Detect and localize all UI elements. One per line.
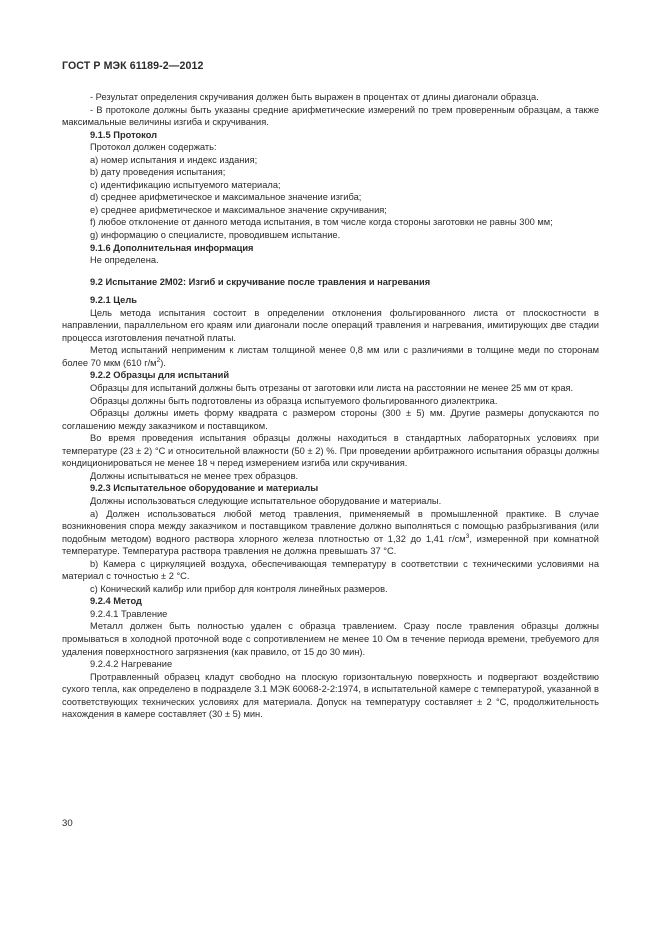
subsection-heading-9-2-4-1: 9.2.4.1 Травление (90, 608, 168, 619)
list-item-d: d) среднее арифметическое и максимальное значение изгиба; (90, 192, 362, 203)
paragraph-twist-result: - Результат определения скручивания должен быть выражен в процентах от длины диагонали образца. (90, 92, 539, 102)
document-header: ГОСТ Р МЭК 61189-2—2012 (62, 60, 204, 72)
equipment-item-a-end: , измеренной при комнатной температуре. Температура раствора травления не должна превышать 37 °C. (62, 533, 599, 557)
paragraph-not-defined: Не определена. (90, 255, 159, 266)
paragraph-etching: Металл должен быть полностью удален с образца травлением. Сразу после травления образцы должны промываться в холодной проточной воде с сопротивлением не менее 10 Ом в течение периода времени, требуемого для удаления поверхностного загрязнения (как правило, от 15 до 30 мин). (62, 621, 599, 657)
equipment-item-c: c) Конический калибр или прибор для контроля линейных размеров. (90, 583, 388, 594)
paragraph-report-contents: Протокол должен содержать: (90, 142, 217, 153)
paragraph-equipment-intro: Должны использоваться следующие испытательное оборудование и материалы. (90, 495, 442, 506)
section-heading-9-1-5: 9.1.5 Протокол (90, 129, 158, 140)
section-heading-9-2-1: 9.2.1 Цель (90, 295, 137, 306)
paragraph-method-limits (62, 344, 599, 369)
section-heading-9-1-6: 9.1.6 Дополнительная информация (90, 242, 254, 253)
section-heading-9-2: 9.2 Испытание 2M02: Изгиб и скручивание после травления и нагревания (90, 276, 431, 287)
paragraph-specimens-cut: Образцы для испытаний должны быть отрезаны от заготовки или листа на расстоянии не менее 25 мм от края. (90, 383, 574, 394)
method-limits-text: Метод испытаний неприменим к листам толщиной менее 0,8 мм или с различиями в толщине меди по сторонам более 70 мкм (610 г/м (62, 345, 599, 368)
list-item-g: g) информацию о специалисте, проводившем испытание. (90, 230, 341, 241)
section-heading-9-2-2: 9.2.2 Образцы для испытаний (90, 370, 230, 381)
subsection-heading-9-2-4-2: 9.2.4.2 Нагревание (90, 659, 173, 670)
method-limits-end: ). (160, 357, 166, 368)
list-item-a: a) номер испытания и индекс издания; (90, 154, 258, 165)
paragraph-report-averages: - В протоколе должны быть указаны средние арифметические измерений по трем проверенным образцам, а также максимальные величины изгиба и скручивания. (62, 104, 599, 128)
superscript-3: 3 (465, 532, 470, 540)
section-heading-9-2-3: 9.2.3 Испытательное оборудование и материалы (90, 483, 319, 494)
list-item-e: e) среднее арифметическое и максимальное значение скручивания; (90, 204, 387, 215)
paragraph-specimens-conditions: Во время проведения испытания образцы должны находиться в стандартных лабораторных условиях при температуре (23 ± 2) °C и относительной влажности (50 ± 2) %. При проведении арбитражного испытания образцы должны кондиционироваться не менее 18 ч перед измерением изгиба или скручивания. (62, 433, 599, 469)
list-item-f: f) любое отклонение от данного метода испытания, в том числе когда стороны заготовки не равны 300 мм; (90, 217, 553, 228)
document-body (62, 91, 599, 721)
paragraph-purpose: Цель метода испытания состоит в определении отклонения фольгированного листа от плоскостности в направлении, параллельном его краям или диагонали после операций травления и нагревания, имитирующих две стадии процесса изготовления печатной платы. (62, 307, 599, 343)
list-item-b: b) дату проведения испытания; (90, 167, 226, 178)
paragraph-heating: Протравленный образец кладут свободно на плоскую горизонтальную поверхность и подвергают воздействию сухого тепла, как определено в подразделе 3.1 МЭК 60068-2-2:1974, в испытательной камере с температурой, указанной в соответствующих технических условиях для материала. Допуск на температуру составляет ± 2 °C, продолжительность нахождения в камере составляет (30 ± 5) мин. (62, 671, 599, 720)
superscript-2: 2 (156, 356, 161, 364)
section-heading-9-2-4: 9.2.4 Метод (90, 596, 142, 607)
equipment-item-a-text: a) Должен использоваться любой метод травления, применяемый в промышленной практике. В случае возникновения спора между заказчиком и поставщиком травление должно выполняться с помощью разбрызгивания (или подобным методом) водного раствора хлорного железа плотностью от 1,32 до 1,41 г/см (62, 508, 599, 544)
list-item-c: c) идентификацию испытуемого материала; (90, 179, 281, 190)
page-number: 30 (62, 818, 73, 829)
paragraph-specimens-count: Должны испытываться не менее трех образцов. (90, 470, 299, 481)
paragraph-specimens-shape: Образцы должны иметь форму квадрата с размером стороны (300 ± 5) мм. Другие размеры допускаются по соглашению между заказчиком и поставщиком. (62, 408, 599, 431)
equipment-item-a (62, 508, 599, 558)
paragraph-specimens-prepared: Образцы должны быть подготовлены из образца испытуемого фольгированного диэлектрика. (90, 395, 498, 406)
equipment-item-b: b) Камера с циркуляцией воздуха, обеспечивающая температуру в соответствии с техническими условиями на материал с точностью ± 2 °C. (62, 558, 599, 582)
